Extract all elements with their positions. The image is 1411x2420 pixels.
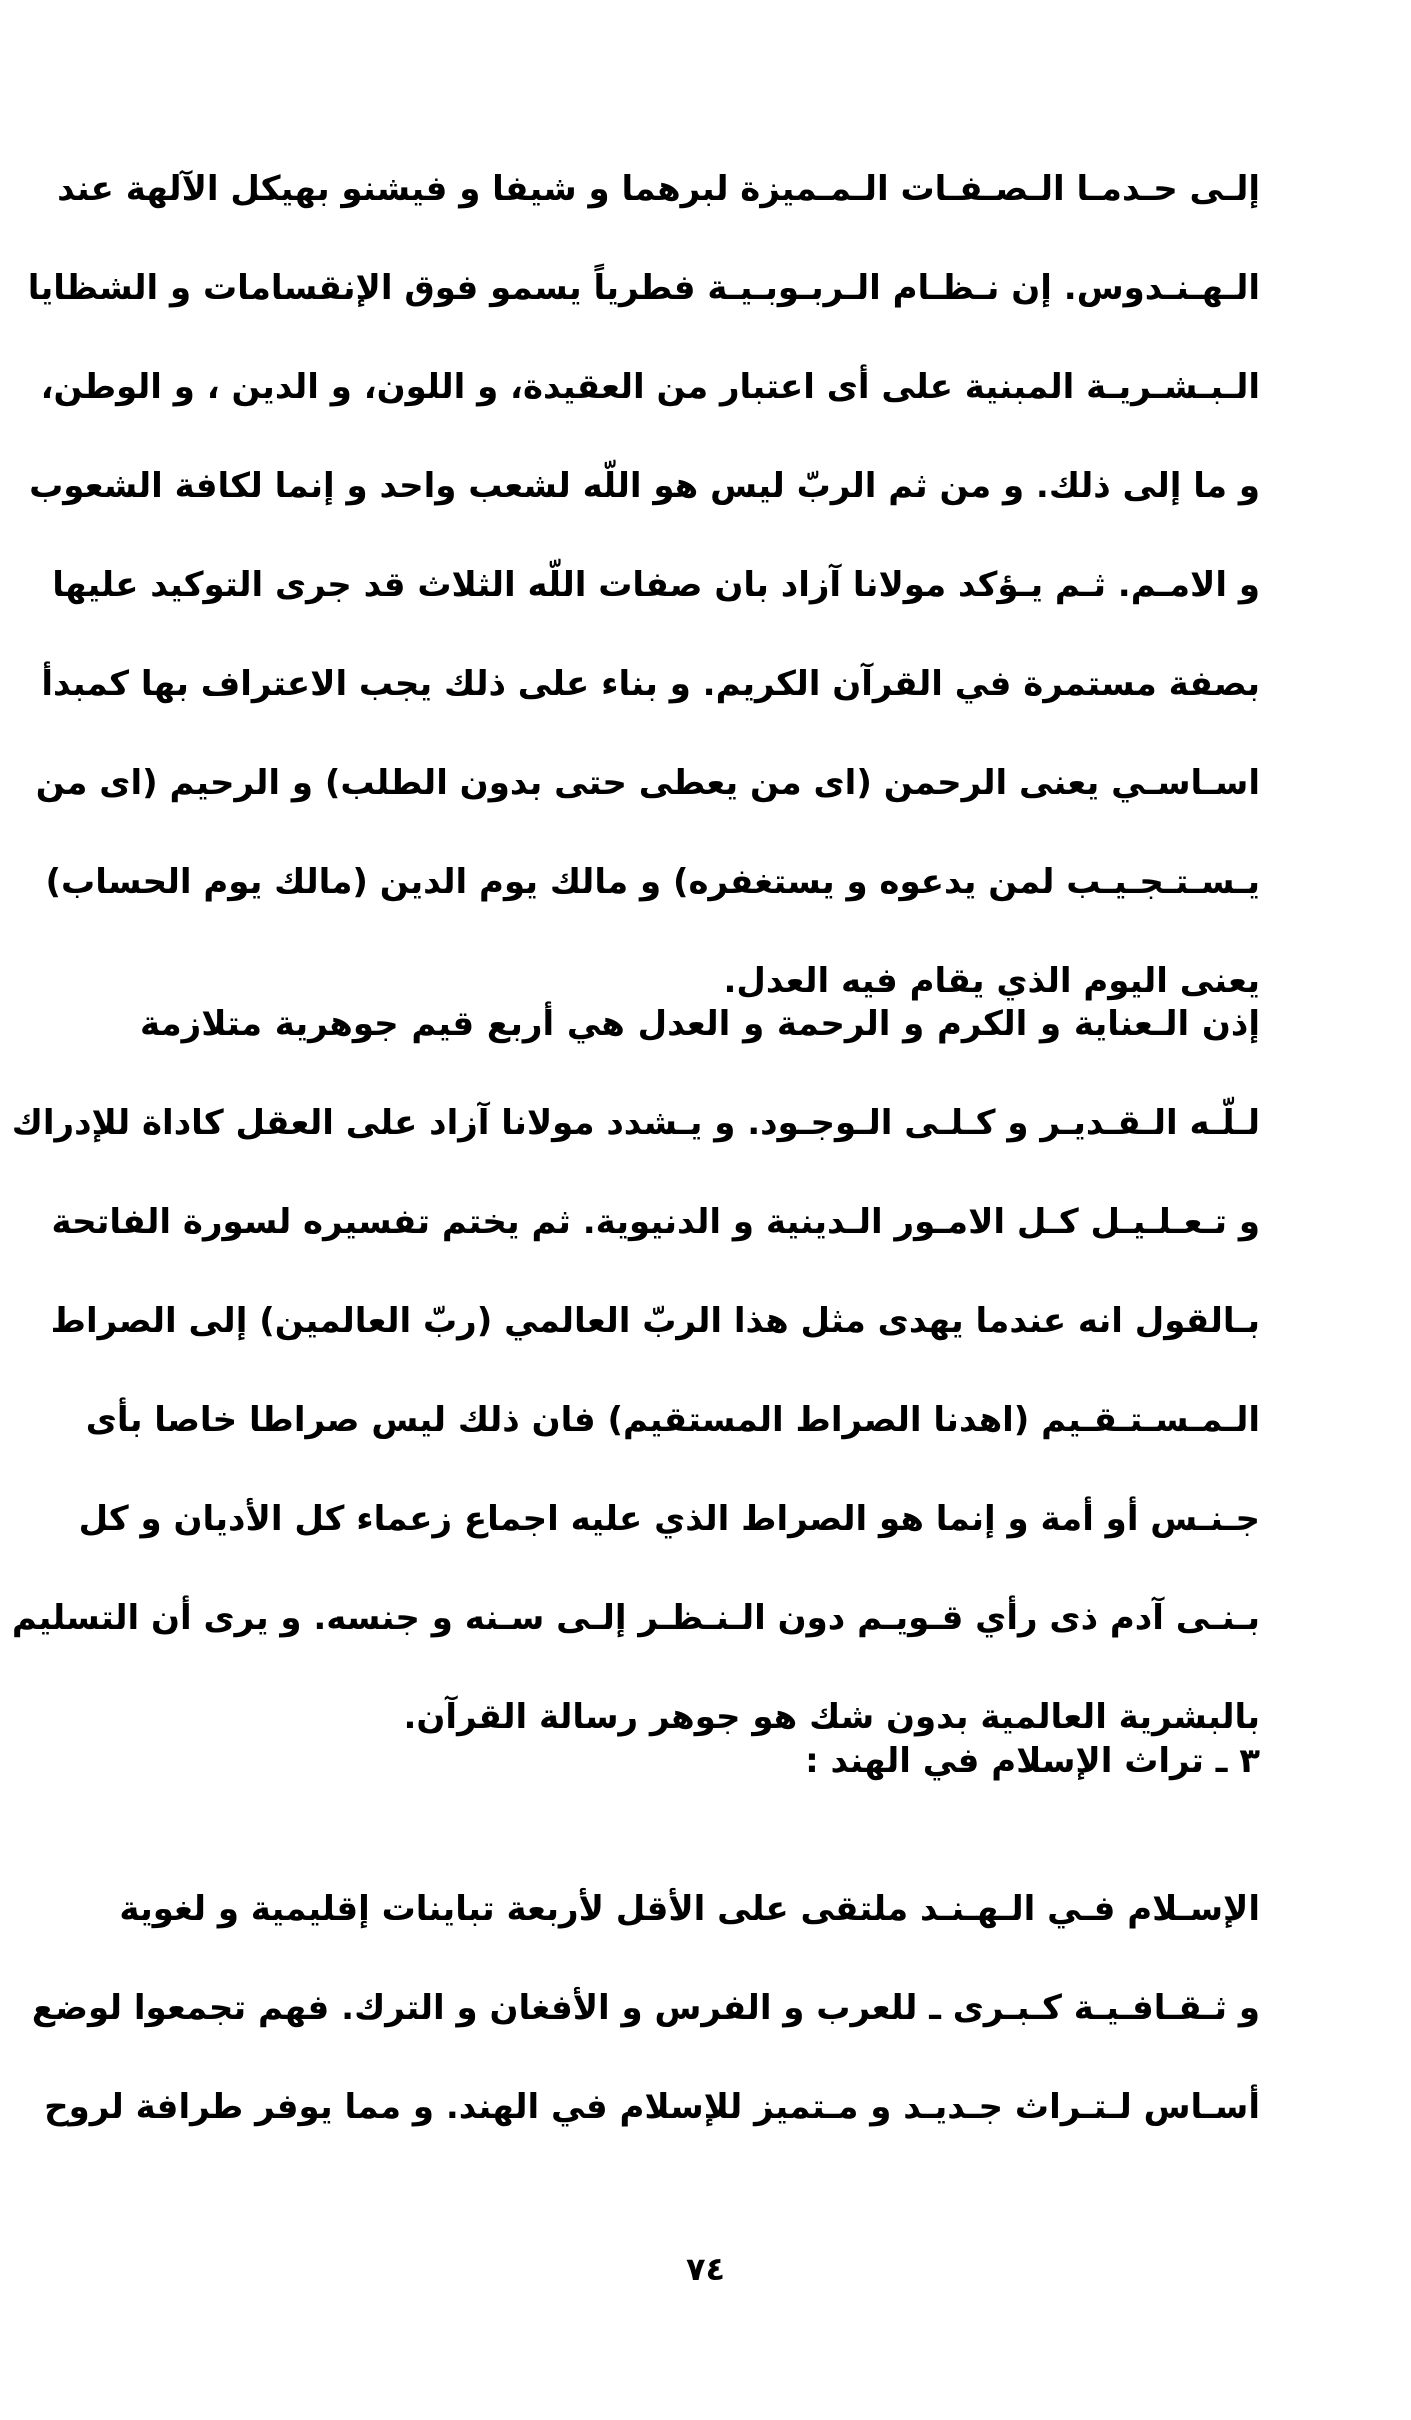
text-line: و ما إلى ذلك. و من ثم الربّ ليس هو اللّه لشعب واحد و إنما لكافة الشعوب — [29, 466, 1260, 506]
text-line: إلـى حـدمـا الـصـفـات الـمـميزة لبرهما و شيفا و فيشنو بهيكل الآلهة عند — [57, 169, 1260, 209]
paragraph-1 — [27, 140, 1260, 1031]
text-line: إذن الـعناية و الكرم و الرحمة و العدل هي أربع قيم جوهرية متلازمة — [140, 1004, 1260, 1044]
text-line: بالبشرية العالمية بدون شك هو جوهر رسالة القرآن. — [403, 1697, 1260, 1737]
text-line: و تـعـلـيـل كـل الامـور الـدينية و الدنيوية. ثم يختم تفسيره لسورة الفاتحة — [51, 1202, 1260, 1242]
text-line: بصفة مستمرة في القرآن الكريم. و بناء على ذلك يجب الاعتراف بها كمبدأ — [41, 664, 1260, 704]
text-line: يعنى اليوم الذي يقام فيه العدل. — [723, 961, 1260, 1001]
text-line: أسـاس لـتـراث جـديـد و مـتميز للإسلام في الهند. و مما يوفر طرافة لروح — [44, 2087, 1260, 2127]
text-line: لـلّـه الـقـديـر و كـلـى الـوجـود. و يـشدد مولانا آزاد على العقل كاداة للإدراك — [11, 1103, 1260, 1143]
text-line: و ثـقـافـيـة كـبـرى ـ للعرب و الفرس و الأفغان و الترك. فهم تجمعوا لوضع — [31, 1988, 1260, 2028]
text-line: الـبـشـريـة المبنية على أى اعتبار من العقيدة، و اللون، و الدين ، و الوطن، — [40, 367, 1260, 407]
text-line: يـسـتـجـيـب لمن يدعوه و يستغفره) و مالك يوم الدين (مالك يوم الحساب) — [45, 862, 1260, 902]
text-line: اسـاسـي يعنى الرحمن (اى من يعطى حتى بدون الطلب) و الرحيم (اى من — [35, 763, 1260, 803]
text-line: الـهـنـدوس. إن نـظـام الـربـوبـيـة فطرياً يسمو فوق الإنقسامات و الشظايا — [27, 268, 1260, 308]
text-line: الإسـلام فـي الـهـنـد ملتقى على الأقل لأربعة تباينات إقليمية و لغوية — [119, 1889, 1260, 1929]
paragraph-3 — [31, 1860, 1260, 2157]
section-heading: ٣ ـ تراث الإسلام في الهند : — [805, 1741, 1260, 1781]
paragraph-2 — [11, 975, 1260, 1767]
text-line: و الامـم. ثـم يـؤكد مولانا آزاد بان صفات اللّه الثلاث قد جرى التوكيد عليها — [52, 565, 1260, 605]
page-number: ٧٤ — [685, 2250, 726, 2288]
text-line: بـنـى آدم ذى رأي قـويـم دون الـنـظـر إلـى سـنه و جنسه. و يرى أن التسليم — [11, 1598, 1260, 1638]
text-line: بـالقول انه عندما يهدى مثل هذا الربّ العالمي (ربّ العالمين) إلى الصراط — [50, 1301, 1260, 1341]
text-line: الـمـسـتـقـيم (اهدنا الصراط المستقيم) فان ذلك ليس صراطا خاصا بأى — [85, 1400, 1260, 1440]
text-line: جـنـس أو أمة و إنما هو الصراط الذي عليه اجماع زعماء كل الأديان و كل — [78, 1499, 1260, 1539]
